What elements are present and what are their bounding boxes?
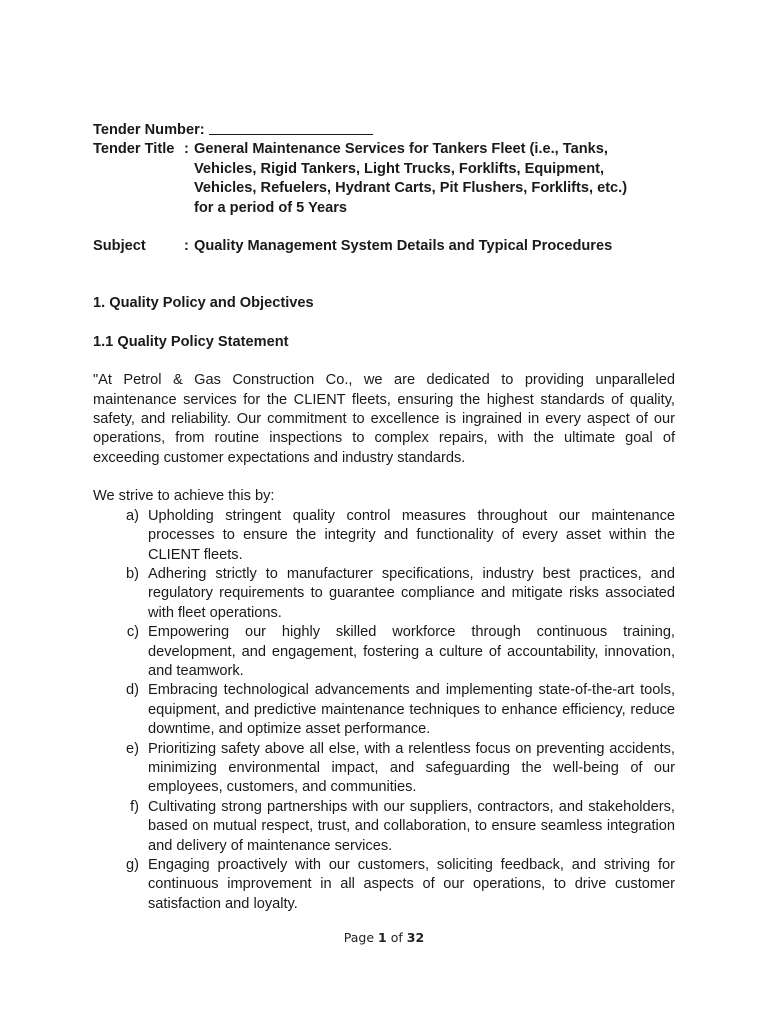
list-item [93,681,675,739]
footer-of-word: of [390,930,403,945]
tender-number-blank [209,121,373,135]
section-subheading: 1.1 Quality Policy Statement [93,333,289,350]
list-item-text: Empowering our highly skilled workforce through continuous training, development, and engagement, fostering a culture of accountability, innovation, and teamwork. [148,624,675,679]
list-marker: g) [126,857,139,873]
tender-title-line: Vehicles, Rigid Tankers, Light Trucks, Forklifts, Equipment, [194,160,605,177]
list-intro: We strive to achieve this by: [93,488,275,505]
tender-title-line: General Maintenance Services for Tankers Fleet (i.e., Tanks, [194,141,608,158]
list-marker: d) [126,682,139,699]
section-heading: 1. Quality Policy and Objectives [93,295,314,312]
page-content [93,121,675,914]
tender-title-line: for a period of 5 Years [194,199,348,216]
list-marker: e) [126,740,139,757]
list-item-text: Engaging proactively with our customers, soliciting feedback, and striving for continuous improvement in all aspects of our operations, to drive customer satisfaction and loyalty. [148,857,675,912]
footer-page-current: 1 [378,930,387,945]
page-footer [0,928,768,947]
list-item-text: Prioritizing safety above all else, with a relentless focus on preventing accidents, minimizing environmental impact, and safeguarding the well-being of our employees, customers, and communities. [148,740,675,796]
subject-value: Quality Management System Details and Typical Procedures [194,238,613,255]
tender-title-value [194,140,674,218]
tender-title-colon: : [184,141,189,158]
tender-title-row [93,140,675,218]
footer-page-word: Page [343,930,375,945]
list-item-text: Cultivating strong partnerships with our suppliers, contractors, and stakeholders, based on mutual respect, trust, and collaboration, to ensure seamless integration and delivery of maintenance services. [148,798,675,854]
subject-colon: : [184,238,189,255]
commitment-list [93,507,675,915]
tender-title-label: Tender Title [93,141,175,158]
policy-statement: "At Petrol & Gas Construction Co., we are dedicated to providing unparalleled maintenance services for the CLIENT fleets, ensuring the highest standards of quality, safety, and reliability. Our commitment to excellence is ingrained in every aspect of our operations, from routine inspections to complex repairs, with the ultimate goal of exceeding customer expectations and industry standards. [93,372,675,466]
list-item-text: Upholding stringent quality control measures throughout our maintenance processes to ensure the integrity and functionality of every asset within the CLIENT fleets. [148,507,675,563]
tender-title-line: Vehicles, Refuelers, Hydrant Carts, Pit Flushers, Forklifts, etc.) [194,180,628,197]
list-marker: b) [126,565,139,582]
list-item [93,565,675,623]
list-marker: a) [126,507,139,524]
list-item-text: Adhering strictly to manufacturer specifications, industry best practices, and regulatory requirements to guarantee compliance and mitigate risks associated with fleet operations. [148,565,675,621]
list-item [93,856,675,914]
list-marker: f) [130,798,139,815]
list-item [93,623,675,681]
list-item [93,507,675,565]
tender-number-label: Tender Number: [93,122,205,138]
list-item [93,740,675,798]
list-item [93,798,675,856]
list-item-text: Embracing technological advancements and implementing state-of-the-art tools, equipment, and predictive maintenance techniques to enhance efficiency, reduce downtime, and optimize asset performance. [148,682,675,738]
list-marker: c) [126,624,139,641]
footer-page-total: 32 [406,930,425,945]
subject-row [93,237,675,256]
tender-number-row [93,121,675,140]
subject-label: Subject [93,238,146,255]
